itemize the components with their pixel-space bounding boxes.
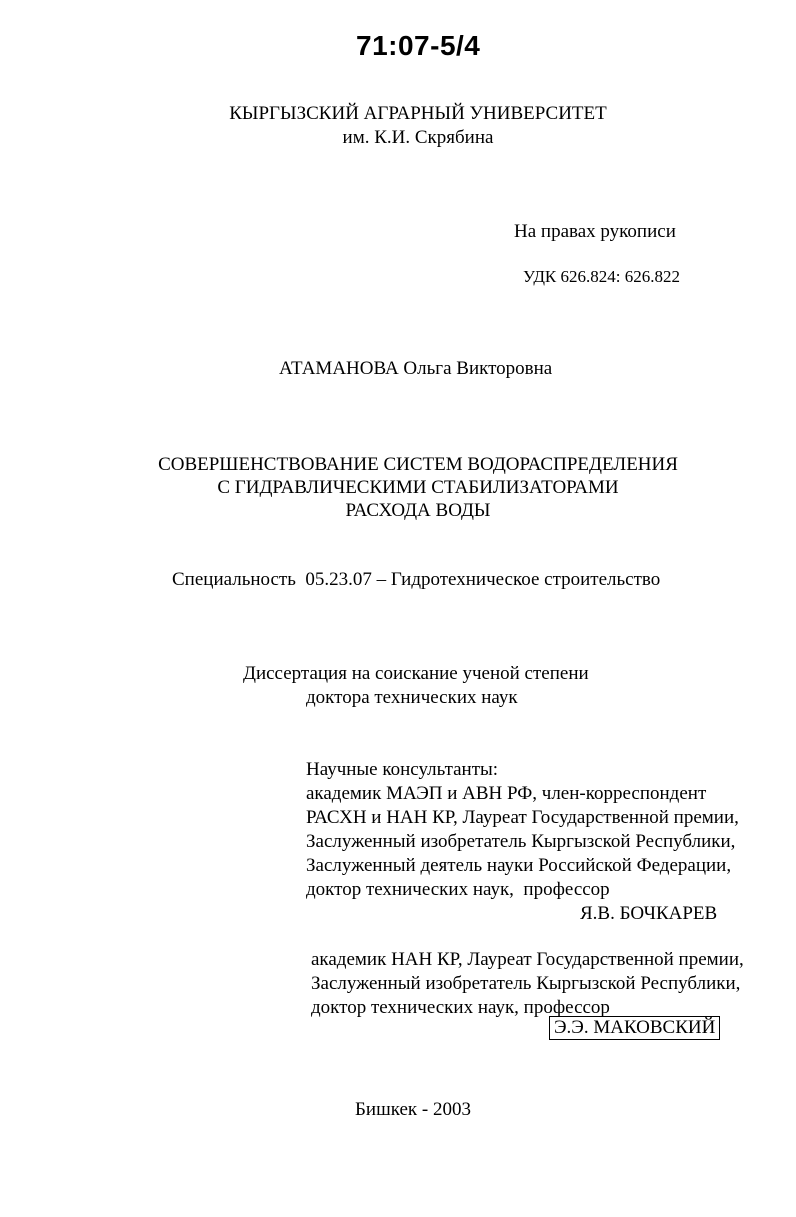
consultant-1-name: Я.В. БОЧКАРЕВ (580, 903, 718, 924)
city-year: Бишкек - 2003 (355, 1099, 471, 1120)
university-named-after: им. К.И. Скрябина (342, 127, 494, 148)
author-name: АТАМАНОВА Ольга Викторовна (279, 358, 553, 379)
specialty-line: Специальность 05.23.07 – Гидротехническое строительство (172, 569, 661, 590)
consultant-1-line-4: Заслуженный деятель науки Российской Федерации, (306, 855, 732, 876)
title-line-3: РАСХОДА ВОДЫ (345, 500, 491, 521)
title-line-1: СОВЕРШЕНСТВОВАНИЕ СИСТЕМ ВОДОРАСПРЕДЕЛЕНИЯ (158, 454, 678, 475)
consultants-heading: Научные консультанты: (306, 759, 499, 780)
consultant-2-line-2: Заслуженный изобретатель Кыргызской Республики, (311, 973, 741, 994)
consultant-2-line-1: академик НАН КР, Лауреат Государственной премии, (311, 949, 744, 970)
consultant-1-line-5: доктор технических наук, профессор (306, 879, 610, 900)
consultant-2-name: Э.Э. МАКОВСКИЙ (549, 1016, 720, 1040)
dissertation-line-2: доктора технических наук (306, 687, 518, 708)
university-name: КЫРГЫЗСКИЙ АГРАРНЫЙ УНИВЕРСИТЕТ (229, 103, 607, 124)
udk-code: УДК 626.824: 626.822 (523, 267, 680, 286)
consultant-2-line-3: доктор технических наук, профессор (311, 997, 610, 1018)
consultant-1-line-3: Заслуженный изобретатель Кыргызской Республики, (306, 831, 736, 852)
title-line-2: С ГИДРАВЛИЧЕСКИМИ СТАБИЛИЗАТОРАМИ (217, 477, 619, 498)
consultant-1-line-1: академик МАЭП и АВН РФ, член-корреспондент (306, 783, 707, 804)
consultant-1-line-2: РАСХН и НАН КР, Лауреат Государственной премии, (306, 807, 739, 828)
rights-note: На правах рукописи (514, 221, 676, 242)
stamp-code: 71:07-5/4 (356, 30, 481, 61)
dissertation-line-1: Диссертация на соискание ученой степени (243, 663, 589, 684)
